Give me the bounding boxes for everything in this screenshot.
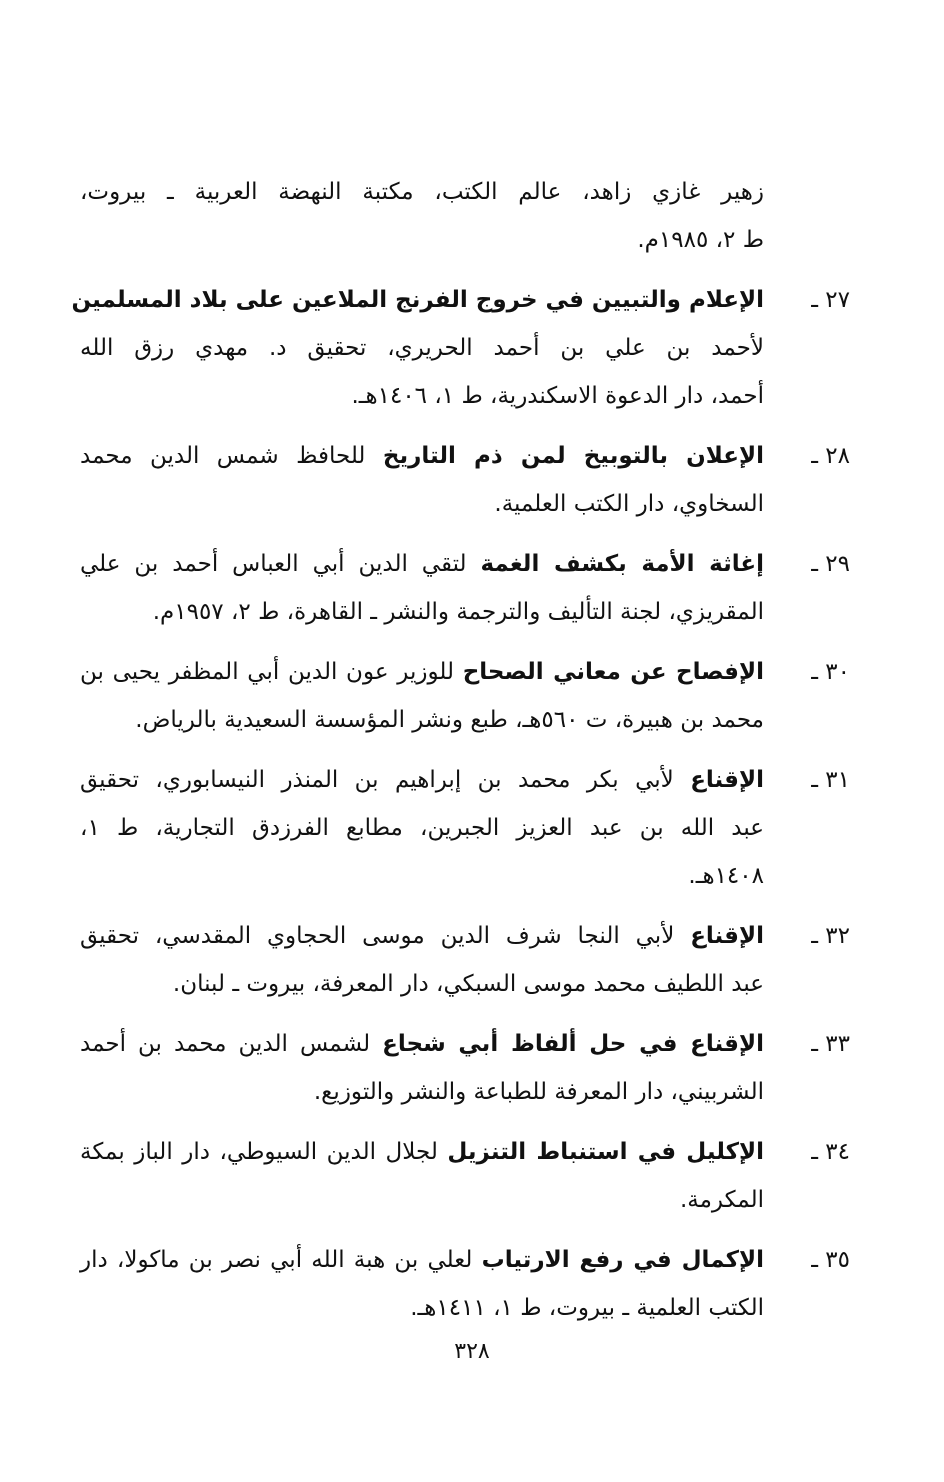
continuation-text [80, 168, 764, 264]
entry-first-line [80, 432, 764, 480]
entry-title: إغاثة الأمة بكشف الغمة [480, 551, 764, 577]
text-line: ط ٢، ١٩٨٥م. [637, 227, 764, 253]
bibliography-entry [80, 1128, 850, 1224]
entry-title: الإقناع في حل ألفاظ أبي شجاع [382, 1031, 764, 1057]
entry-first-line [80, 1128, 764, 1176]
text-line: عبد اللطيف محمد موسى السبكي، دار المعرفة، بيروت ـ لبنان. [172, 971, 764, 997]
entry-number: ٣٤ ـ [811, 1139, 850, 1165]
entry-text: للحافظ شمس الدين محمد [80, 443, 383, 469]
entry-text: لشمس الدين محمد بن أحمد [80, 1031, 383, 1057]
entry-first-line [80, 756, 764, 804]
entry-first-line [71, 276, 764, 324]
entry-title: الإفصاح عن معاني الصحاح [462, 659, 765, 685]
entry-number: ٢٨ ـ [811, 443, 850, 469]
entry-text: لأبي النجا شرف الدين موسى الحجاوي المقدسي، تحقيق [80, 923, 691, 949]
entry-title: الإقناع [690, 923, 764, 949]
entry-number: ٣٥ ـ [811, 1247, 850, 1273]
text-line: لأحمد بن علي بن أحمد الحريري، تحقيق د. مهدي رزق الله [80, 335, 764, 361]
bibliography-entry [80, 648, 850, 744]
entry-title: الإقناع [690, 767, 764, 793]
entry-text: للوزير عون الدين أبي المظفر يحيى بن [80, 659, 463, 685]
bibliography-entry [80, 912, 850, 1008]
bibliography-entry [80, 1236, 850, 1332]
entry-number: ٢٧ ـ [811, 287, 850, 313]
text-line: أحمد، دار الدعوة الاسكندرية، ط ١، ١٤٠٦هـ. [351, 383, 764, 409]
entry-title: الإعلان بالتوبيخ لمن ذم التاريخ [382, 443, 764, 469]
entry-number: ٣٣ ـ [811, 1031, 850, 1057]
entry-title: الإكمال في رفع الارتياب [481, 1247, 764, 1273]
text-line: المقريزي، لجنة التأليف والترجمة والنشر ـ القاهرة، ط ٢، ١٩٥٧م. [152, 599, 764, 625]
entry-first-line [80, 1020, 764, 1068]
text-line: الكتب العلمية ـ بيروت، ط ١، ١٤١١هـ. [410, 1295, 764, 1321]
entry-first-line [80, 1236, 764, 1284]
bibliography-entry [80, 432, 850, 528]
entry-title: الإعلام والتبيين في خروج الفرنج الملاعين على بلاد المسلمين [71, 287, 764, 313]
entry-text: لعلي بن هبة الله أبي نصر بن ماكولا، دار [80, 1247, 482, 1273]
entry-first-line [80, 540, 764, 588]
text-line: المكرمة. [679, 1187, 764, 1213]
bibliography-entry [71, 276, 850, 420]
entry-text: لتقي الدين أبي العباس أحمد بن علي [80, 551, 481, 577]
bibliography-entry [80, 756, 850, 900]
entry-number: ٣٢ ـ [811, 923, 850, 949]
entry-text: لجلال الدين السيوطي، دار الباز بمكة [80, 1139, 448, 1165]
text-line: زهير غازي زاهد، عالم الكتب، مكتبة النهضة العربية ـ بيروت، [80, 179, 764, 205]
entry-number: ٣٠ ـ [811, 659, 850, 685]
entry-first-line [80, 912, 764, 960]
entry-title: الإكليل في استنباط التنزيل [447, 1139, 764, 1165]
bibliography-entry [80, 1020, 850, 1116]
text-line: محمد بن هبيرة، ت ٥٦٠هـ، طبع ونشر المؤسسة السعيدية بالرياض. [135, 707, 764, 733]
text-line: ١٤٠٨هـ. [688, 863, 764, 889]
entry-number: ٣١ ـ [811, 767, 850, 793]
text-line: الشربيني، دار المعرفة للطباعة والنشر والتوزيع. [313, 1079, 764, 1105]
bibliography-entry [80, 540, 850, 636]
page-number: ٣٢٨ [454, 1339, 490, 1364]
entry-number: ٢٩ ـ [811, 551, 850, 577]
entry-text: لأبي بكر محمد بن إبراهيم بن المنذر النيسابوري، تحقيق [80, 767, 691, 793]
bibliography-body [71, 168, 850, 1332]
text-line: عبد الله بن عبد العزيز الجبرين، مطابع الفرزدق التجارية، ط ١، [80, 815, 764, 841]
entry-first-line [80, 648, 764, 696]
text-line: السخاوي، دار الكتب العلمية. [494, 491, 764, 517]
